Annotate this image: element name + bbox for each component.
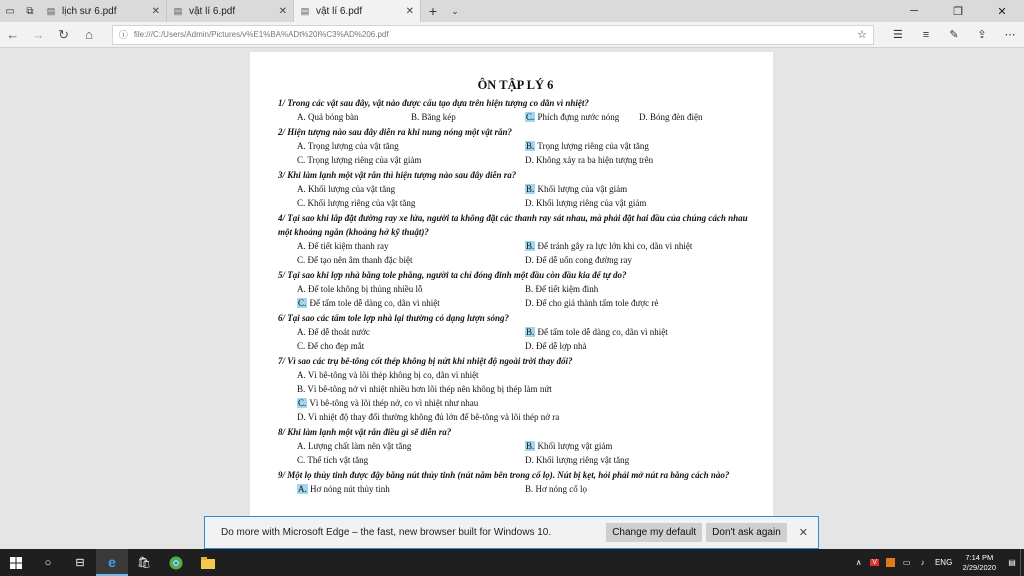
- close-tab-icon[interactable]: ✕: [151, 5, 160, 17]
- answer-key: D.: [525, 455, 534, 466]
- answer-option: [525, 139, 753, 154]
- home-button[interactable]: ⌂: [85, 27, 94, 42]
- answer-row: [278, 439, 753, 454]
- answer-row: [278, 325, 753, 340]
- pdf-icon: ▤: [46, 5, 56, 16]
- site-info-icon[interactable]: ⓘ: [118, 30, 128, 40]
- forward-button[interactable]: →: [31, 27, 45, 42]
- answer-key: A.: [297, 283, 306, 294]
- url-text: file:///C:/Users/Admin/Pictures/v%E1%BA%ADt%20l%C3%AD%206.pdf: [133, 30, 389, 39]
- highlighted-answer-key: B.: [526, 326, 535, 337]
- answer-key: B.: [525, 483, 534, 494]
- answer-option: [297, 282, 525, 297]
- address-bar: [0, 22, 1024, 48]
- question-7: 7/ Vì sao các trụ bê-tông cốt thép không bị nứt khi nhiệt độ ngoài trời thay đổi?: [278, 355, 573, 366]
- answer-text: Để tole không bị thủng nhiều lỗ: [308, 283, 423, 294]
- answer-option: [297, 239, 525, 254]
- answer-option: [525, 239, 753, 254]
- answer-text: Băng kép: [421, 112, 456, 122]
- action-center-icon[interactable]: ▤: [1008, 558, 1016, 567]
- answer-text: Để tấm tole dễ dàng co, dãn vì nhiệt: [309, 298, 440, 308]
- tab-preview-chevron-icon[interactable]: ⌄: [451, 5, 459, 16]
- show-desktop-button[interactable]: [1020, 549, 1024, 576]
- answer-option: [297, 398, 478, 408]
- answer-option: [297, 412, 559, 422]
- highlighted-answer-key: B.: [526, 183, 535, 194]
- answer-row: [278, 282, 753, 297]
- answer-text: Vì bê-tông và lõi thép không bị co, dãn vì nhiệt: [307, 369, 479, 380]
- answer-text: Thể tích vật tăng: [307, 455, 369, 466]
- pdf-viewer[interactable]: [0, 48, 1024, 548]
- question-4: 4/ Tại sao khi lắp đặt đường ray xe lửa, người ta không đặt các thanh ray sát nhau, mà phải đặt hai đầu của chúng cách nhau một khoảng ngắn (khoảng hở kỹ thuật)?: [278, 212, 748, 237]
- answer-key: D.: [639, 112, 648, 122]
- task-view-icon[interactable]: ⊟: [75, 557, 85, 569]
- app-tray-icon[interactable]: [883, 558, 899, 567]
- highlighted-answer-key: B.: [526, 140, 535, 151]
- answer-key: A.: [297, 369, 306, 380]
- answer-row: [278, 296, 753, 311]
- answer-key: A.: [297, 140, 306, 151]
- answer-row: [278, 382, 753, 396]
- answer-text: Khối lượng của vật giảm: [537, 183, 628, 194]
- answer-option: [525, 282, 753, 297]
- answer-text: Vì bê-tông và lõi thép nở, co vì nhiệt như nhau: [309, 398, 479, 409]
- answer-key: C.: [297, 255, 306, 265]
- answer-option: [639, 110, 753, 125]
- question-1: 1/ Trong các vật sau đây, vật nào được cấu tạo dựa trên hiện tượng co dãn vì nhiệt?: [278, 98, 589, 108]
- minimize-button[interactable]: ─: [910, 5, 918, 17]
- refresh-button[interactable]: ↻: [58, 26, 70, 42]
- answer-key: A.: [297, 183, 306, 194]
- answer-text: Trọng lượng riêng của vật giảm: [307, 155, 422, 165]
- answer-key: A.: [297, 440, 306, 451]
- answer-text: Lượng chất làm nên vật tăng: [308, 440, 412, 451]
- share-icon[interactable]: ⇪: [977, 29, 987, 41]
- favorites-hub-icon[interactable]: ☰: [893, 29, 903, 41]
- answer-text: Phích đựng nước nóng: [537, 112, 620, 122]
- answer-key: D.: [525, 341, 534, 351]
- answer-option: [297, 370, 479, 380]
- clock[interactable]: [963, 553, 996, 573]
- answer-row: [278, 410, 753, 424]
- answer-row: [278, 139, 753, 154]
- clock-time: 7:14 PM: [965, 552, 994, 562]
- answer-option: [525, 339, 753, 354]
- tab-1[interactable]: [40, 0, 167, 22]
- close-tab-icon[interactable]: ✕: [405, 5, 414, 17]
- tab-label: vật lí 6.pdf: [189, 5, 236, 17]
- pdf-page: [250, 52, 773, 548]
- answer-option: [297, 482, 525, 497]
- answer-key: C.: [297, 155, 306, 165]
- taskbar: [0, 549, 1024, 576]
- dont-ask-again-button[interactable]: Don't ask again: [706, 523, 787, 542]
- answer-option: [297, 139, 525, 154]
- answer-text: Để dễ lợp nhà: [536, 341, 587, 351]
- answer-row: [278, 482, 753, 497]
- answer-key: C.: [297, 198, 306, 208]
- answer-text: Hơ nóng nút thủy tinh: [310, 483, 390, 494]
- answer-key: D.: [297, 412, 306, 423]
- answer-option: [297, 110, 411, 125]
- answer-text: Để cho đẹp mắt: [307, 341, 365, 351]
- answer-option: [525, 453, 753, 468]
- answer-text: Để tiết kiệm thanh ray: [308, 240, 389, 251]
- store-bag-icon[interactable]: 🛍: [137, 557, 151, 569]
- answer-text: Hơ nóng cổ lọ: [535, 483, 588, 494]
- answer-key: B.: [411, 112, 420, 122]
- answer-option: [297, 296, 525, 311]
- answer-option: [297, 453, 525, 468]
- answer-option: [525, 439, 753, 454]
- highlighted-answer-key: B.: [526, 240, 535, 251]
- document-title: ÔN TẬP LÝ 6: [477, 78, 554, 92]
- answer-text: Khối lượng của vật tăng: [308, 183, 396, 194]
- answer-row: [278, 339, 753, 354]
- answer-row: [278, 453, 753, 468]
- answer-option: [297, 253, 525, 268]
- language-indicator[interactable]: ENG: [934, 558, 953, 567]
- question-6: 6/ Tại sao các tấm tole lợp nhà lại thường có dạng lượn sóng?: [278, 312, 510, 323]
- chrome-browser-icon[interactable]: [160, 549, 192, 576]
- restore-button[interactable]: ❐: [953, 5, 963, 18]
- highlighted-answer-key: A.: [298, 483, 307, 494]
- close-window-button[interactable]: ✕: [997, 5, 1007, 18]
- answer-text: Khối lượng riêng của vật tăng: [307, 198, 416, 208]
- default-browser-notification: [204, 516, 819, 549]
- change-default-button[interactable]: Change my default: [606, 523, 702, 542]
- answer-key: A.: [297, 240, 306, 251]
- answer-text: Khối lượng riêng của vật giảm: [536, 198, 647, 208]
- clock-date: 2/29/2020: [962, 562, 996, 572]
- pdf-icon: ▤: [173, 5, 183, 16]
- close-tab-icon[interactable]: ✕: [278, 5, 287, 17]
- answer-text: Trọng lượng riêng của vật tăng: [537, 140, 649, 151]
- answer-row: [278, 396, 753, 410]
- answer-key: D.: [525, 198, 534, 208]
- reading-list-icon[interactable]: ≡: [922, 28, 930, 41]
- tab-label: vật lí 6.pdf: [316, 5, 363, 17]
- set-aside-tabs-icon[interactable]: ▭: [5, 5, 15, 17]
- answer-option: [525, 182, 753, 197]
- answer-text: Để cho giá thành tấm tole được rẻ: [536, 298, 659, 308]
- pdf-icon: ▤: [300, 5, 310, 16]
- url-field[interactable]: [112, 25, 874, 45]
- answer-key: A.: [297, 112, 306, 122]
- answer-option: [525, 296, 753, 311]
- answer-text: Quả bóng bàn: [308, 112, 359, 122]
- answer-option: [297, 182, 525, 197]
- answer-option: [525, 482, 753, 497]
- answer-key: C.: [297, 341, 306, 351]
- question-2: 2/ Hiện tượng nào sau đây diễn ra khi nung nóng một vật rắn?: [278, 126, 513, 137]
- tabs-aside-icon[interactable]: ⧉: [26, 5, 34, 17]
- tab-2[interactable]: [167, 0, 294, 22]
- answer-row: [278, 253, 753, 268]
- answer-option: [525, 110, 639, 125]
- answer-row: [278, 153, 753, 168]
- tab-label: lịch sư 6.pdf: [62, 5, 117, 17]
- answer-option: [525, 196, 753, 211]
- highlighted-answer-key: C.: [298, 298, 307, 308]
- network-icon[interactable]: ▭: [902, 558, 911, 567]
- show-hidden-icons-chevron-icon[interactable]: ∧: [855, 558, 862, 567]
- answer-option: [411, 110, 525, 125]
- answer-row: [278, 368, 753, 382]
- answer-text: Để tạo nên âm thanh đặc biệt: [307, 255, 413, 265]
- answer-key: B.: [297, 383, 306, 394]
- answer-text: Để dễ uốn cong đường ray: [536, 255, 632, 265]
- answer-option: [297, 339, 525, 354]
- answer-row: [278, 110, 753, 125]
- answer-option: [525, 325, 753, 340]
- antivirus-tray-icon[interactable]: V: [872, 559, 877, 566]
- answer-row: [278, 196, 753, 211]
- volume-icon[interactable]: ♪: [920, 558, 925, 567]
- answer-text: Để tấm tole dễ dàng co, dãn vì nhiệt: [537, 326, 668, 337]
- edge-browser-icon[interactable]: e: [96, 549, 128, 576]
- answer-text: Để tiết kiệm đinh: [535, 283, 599, 294]
- favorite-star-icon[interactable]: ☆: [857, 29, 867, 41]
- answer-option: [297, 384, 552, 394]
- question-9: 9/ Một lọ thủy tinh được đậy bằng nút thủy tinh (nút nằm bên trong cổ lọ). Nút bị kẹt, hỏi phải mở nút ra bằng cách nào?: [278, 469, 730, 480]
- answer-key: A.: [297, 326, 306, 337]
- answer-key: C.: [297, 455, 306, 466]
- answer-text: Khối lượng riêng vật tăng: [536, 455, 630, 466]
- tab-3[interactable]: [294, 0, 421, 22]
- answer-option: [297, 196, 525, 211]
- new-tab-button[interactable]: +: [428, 3, 438, 19]
- highlighted-answer-key: C.: [298, 398, 307, 409]
- answer-text: Không xảy ra ba hiện tượng trên: [536, 155, 654, 165]
- tab-bar: [0, 0, 1024, 22]
- answer-option: [297, 325, 525, 340]
- answer-key: D.: [525, 255, 534, 265]
- question-5: 5/ Tại sao khi lợp nhà bằng tole phẳng, người ta chỉ đóng đinh một đầu còn đầu kia để tự do?: [278, 269, 627, 280]
- more-menu-icon[interactable]: ⋯: [1004, 29, 1016, 41]
- answer-text: Vì nhiệt độ thay đổi thường không đủ lớn để bê-tông và lõi thép nở ra: [307, 412, 560, 423]
- answer-option: [525, 153, 753, 168]
- highlighted-answer-key: C.: [526, 112, 535, 122]
- start-windows-icon[interactable]: [0, 549, 32, 576]
- answer-key: B.: [525, 283, 534, 294]
- question-3: 3/ Khi làm lạnh một vật rắn thì hiện tượng nào sau đây diễn ra?: [278, 169, 517, 180]
- file-explorer-folder-icon[interactable]: [192, 549, 224, 576]
- highlighted-answer-key: B.: [526, 440, 535, 451]
- web-note-icon[interactable]: ✎: [949, 29, 959, 41]
- answer-key: D.: [525, 298, 534, 308]
- back-button[interactable]: ←: [6, 27, 20, 42]
- answer-text: Khối lượng vật giảm: [537, 440, 613, 451]
- answer-text: Bóng đèn điện: [650, 112, 703, 122]
- answer-row: [278, 239, 753, 254]
- answer-key: D.: [525, 155, 534, 165]
- answer-option: [297, 153, 525, 168]
- answer-text: Để dễ thoát nước: [308, 326, 370, 337]
- question-list: [278, 96, 753, 496]
- search-circle-icon[interactable]: ○: [44, 556, 52, 569]
- answer-text: Trọng lượng của vật tăng: [307, 140, 399, 151]
- close-notification-icon[interactable]: ✕: [798, 527, 808, 539]
- question-8: 8/ Khi làm lạnh một vật rắn điều gì sẽ diễn ra?: [278, 426, 452, 437]
- notification-message: Do more with Microsoft Edge – the fast, new browser built for Windows 10.: [221, 527, 552, 538]
- answer-option: [525, 253, 753, 268]
- answer-text: Để tránh gây ra lực lớn khi co, dãn vì nhiệt: [537, 240, 693, 251]
- answer-text: Vì bê-tông nở vì nhiệt nhiều hơn lõi thép nên không bị thép làm nứt: [307, 383, 552, 394]
- answer-option: [297, 439, 525, 454]
- answer-row: [278, 182, 753, 197]
